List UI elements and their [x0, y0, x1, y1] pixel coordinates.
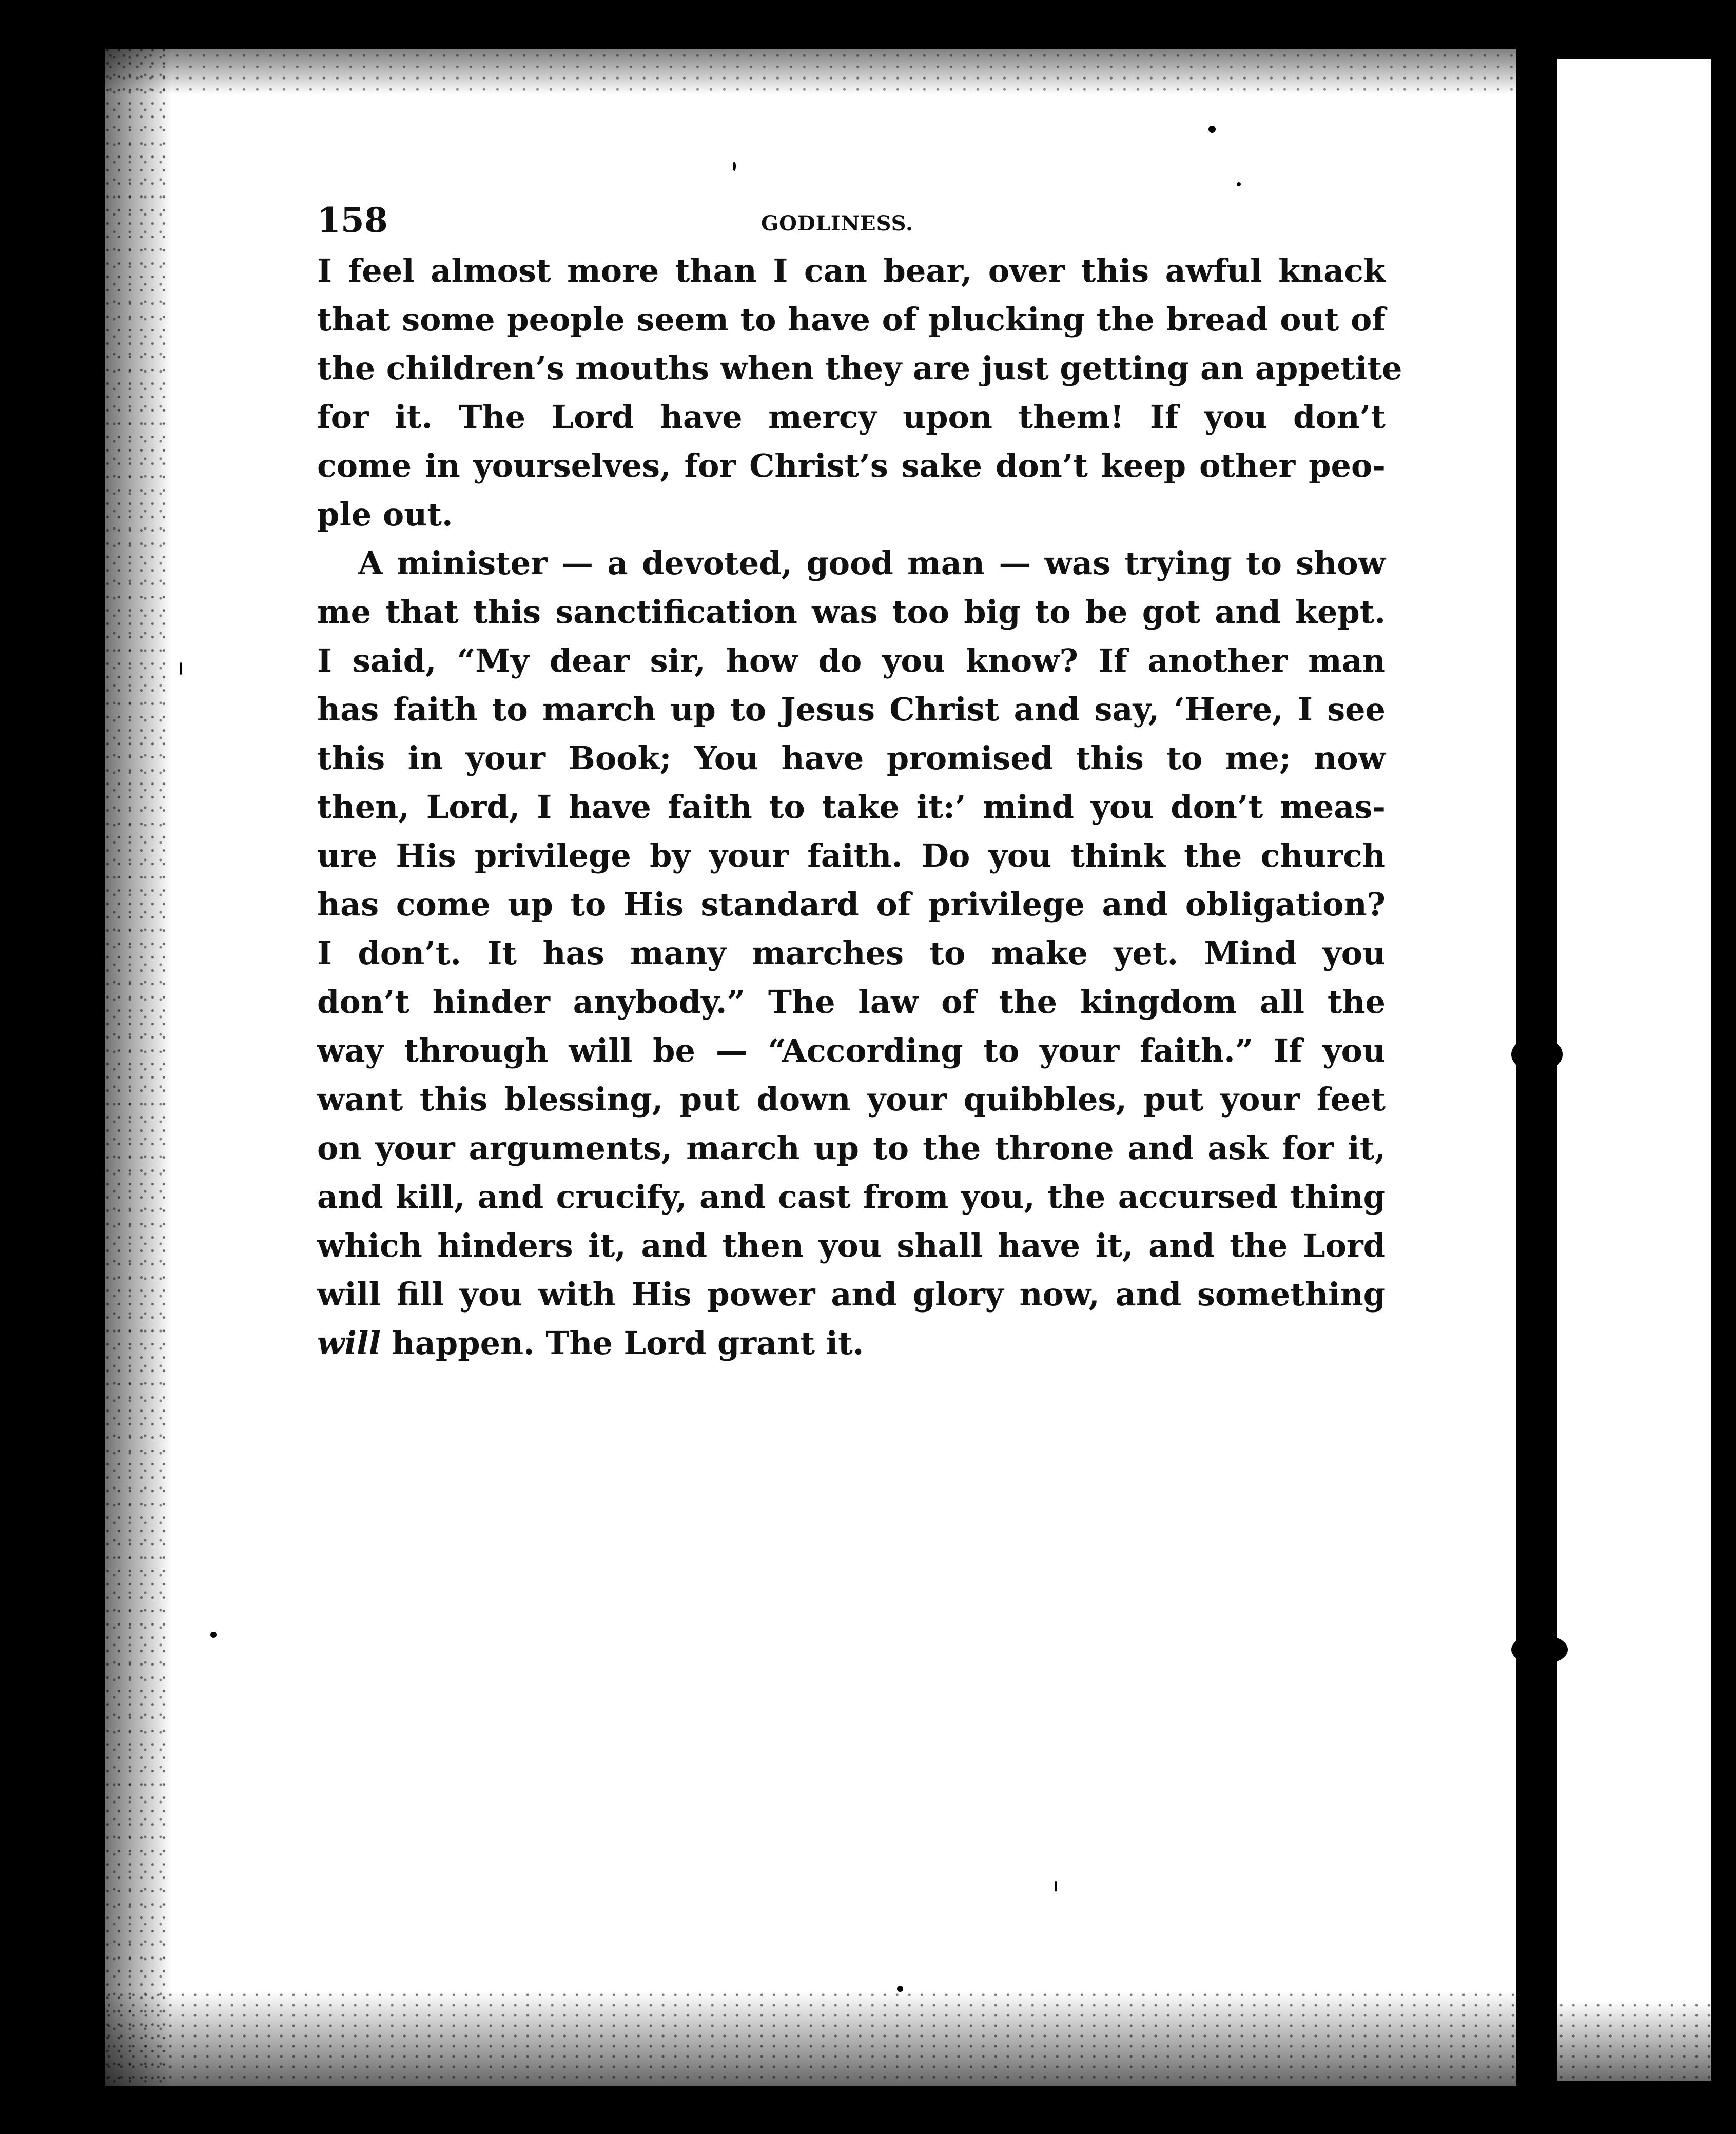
scan-speck — [1208, 126, 1216, 133]
text-line: that some people seem to have of plucking the bread out of — [317, 301, 1386, 338]
text-line: want this blessing, put down your quibbles, put your feet — [317, 1081, 1386, 1118]
scan-speck — [1237, 182, 1241, 186]
text-line: me that this sanctification was too big to be got and kept. — [317, 593, 1386, 631]
facing-page-strip — [1557, 59, 1711, 2081]
scan-speck — [1516, 436, 1557, 446]
text-line: then, Lord, I have faith to take it:’ mind you don’t meas- — [317, 788, 1386, 826]
text-block — [317, 200, 1402, 1367]
text-line-final — [317, 1319, 1386, 1367]
scan-speck — [1511, 1634, 1568, 1665]
page-edge-left — [105, 49, 172, 2086]
text-line: for it. The Lord have mercy upon them! If you don’t — [317, 398, 1386, 436]
italic-word: will — [317, 1324, 381, 1362]
scan-speck — [733, 162, 736, 171]
scan-speck — [1511, 1036, 1563, 1072]
running-title: GODLINESS. — [761, 211, 913, 236]
text-line: has come up to His standard of privilege and obligation? — [317, 886, 1386, 923]
running-head — [317, 200, 1386, 246]
final-line-text: happen. The Lord grant it. — [381, 1324, 864, 1362]
text-line: this in your Book; You have promised this to me; now — [317, 739, 1386, 777]
body-text — [317, 246, 1402, 1367]
text-line: ure His privilege by your faith. Do you think the church — [317, 837, 1386, 874]
page-edge-bottom — [105, 1991, 1542, 2086]
text-line: I don’t. It has many marches to make yet. Mind you — [317, 934, 1386, 972]
text-line: I feel almost more than I can bear, over this awful knack — [317, 252, 1386, 289]
text-line: don’t hinder anybody.” The law of the kingdom all the — [317, 983, 1386, 1021]
text-line: which hinders it, and then you shall have it, and the Lord — [317, 1227, 1386, 1264]
scan-speck — [1055, 1881, 1057, 1892]
facing-page-edge — [1557, 2001, 1711, 2083]
text-line: way through will be — “According to your faith.” If you — [317, 1032, 1386, 1069]
scan-speck — [180, 662, 182, 675]
scan-speck — [210, 1632, 217, 1638]
text-line: has faith to march up to Jesus Christ and say, ‘Here, I see — [317, 691, 1386, 728]
text-line: ple out. — [317, 496, 453, 533]
text-line: on your arguments, march up to the throne and ask for it, — [317, 1129, 1386, 1167]
page-edge-top — [105, 49, 1542, 95]
text-line: come in yourselves, for Christ’s sake don’t keep other peo- — [317, 447, 1386, 484]
text-line: will fill you with His power and glory now, and something — [317, 1276, 1386, 1313]
text-line: and kill, and crucify, and cast from you, the accursed thing — [317, 1178, 1386, 1216]
scan-speck — [897, 1986, 903, 1992]
page-number: 158 — [317, 200, 388, 240]
text-line: I said, “My dear sir, how do you know? If another man — [317, 642, 1386, 679]
text-line: A minister — a devoted, good man — was trying to show — [358, 544, 1386, 582]
text-line: the children’s mouths when they are just getting an appetite — [317, 349, 1402, 387]
